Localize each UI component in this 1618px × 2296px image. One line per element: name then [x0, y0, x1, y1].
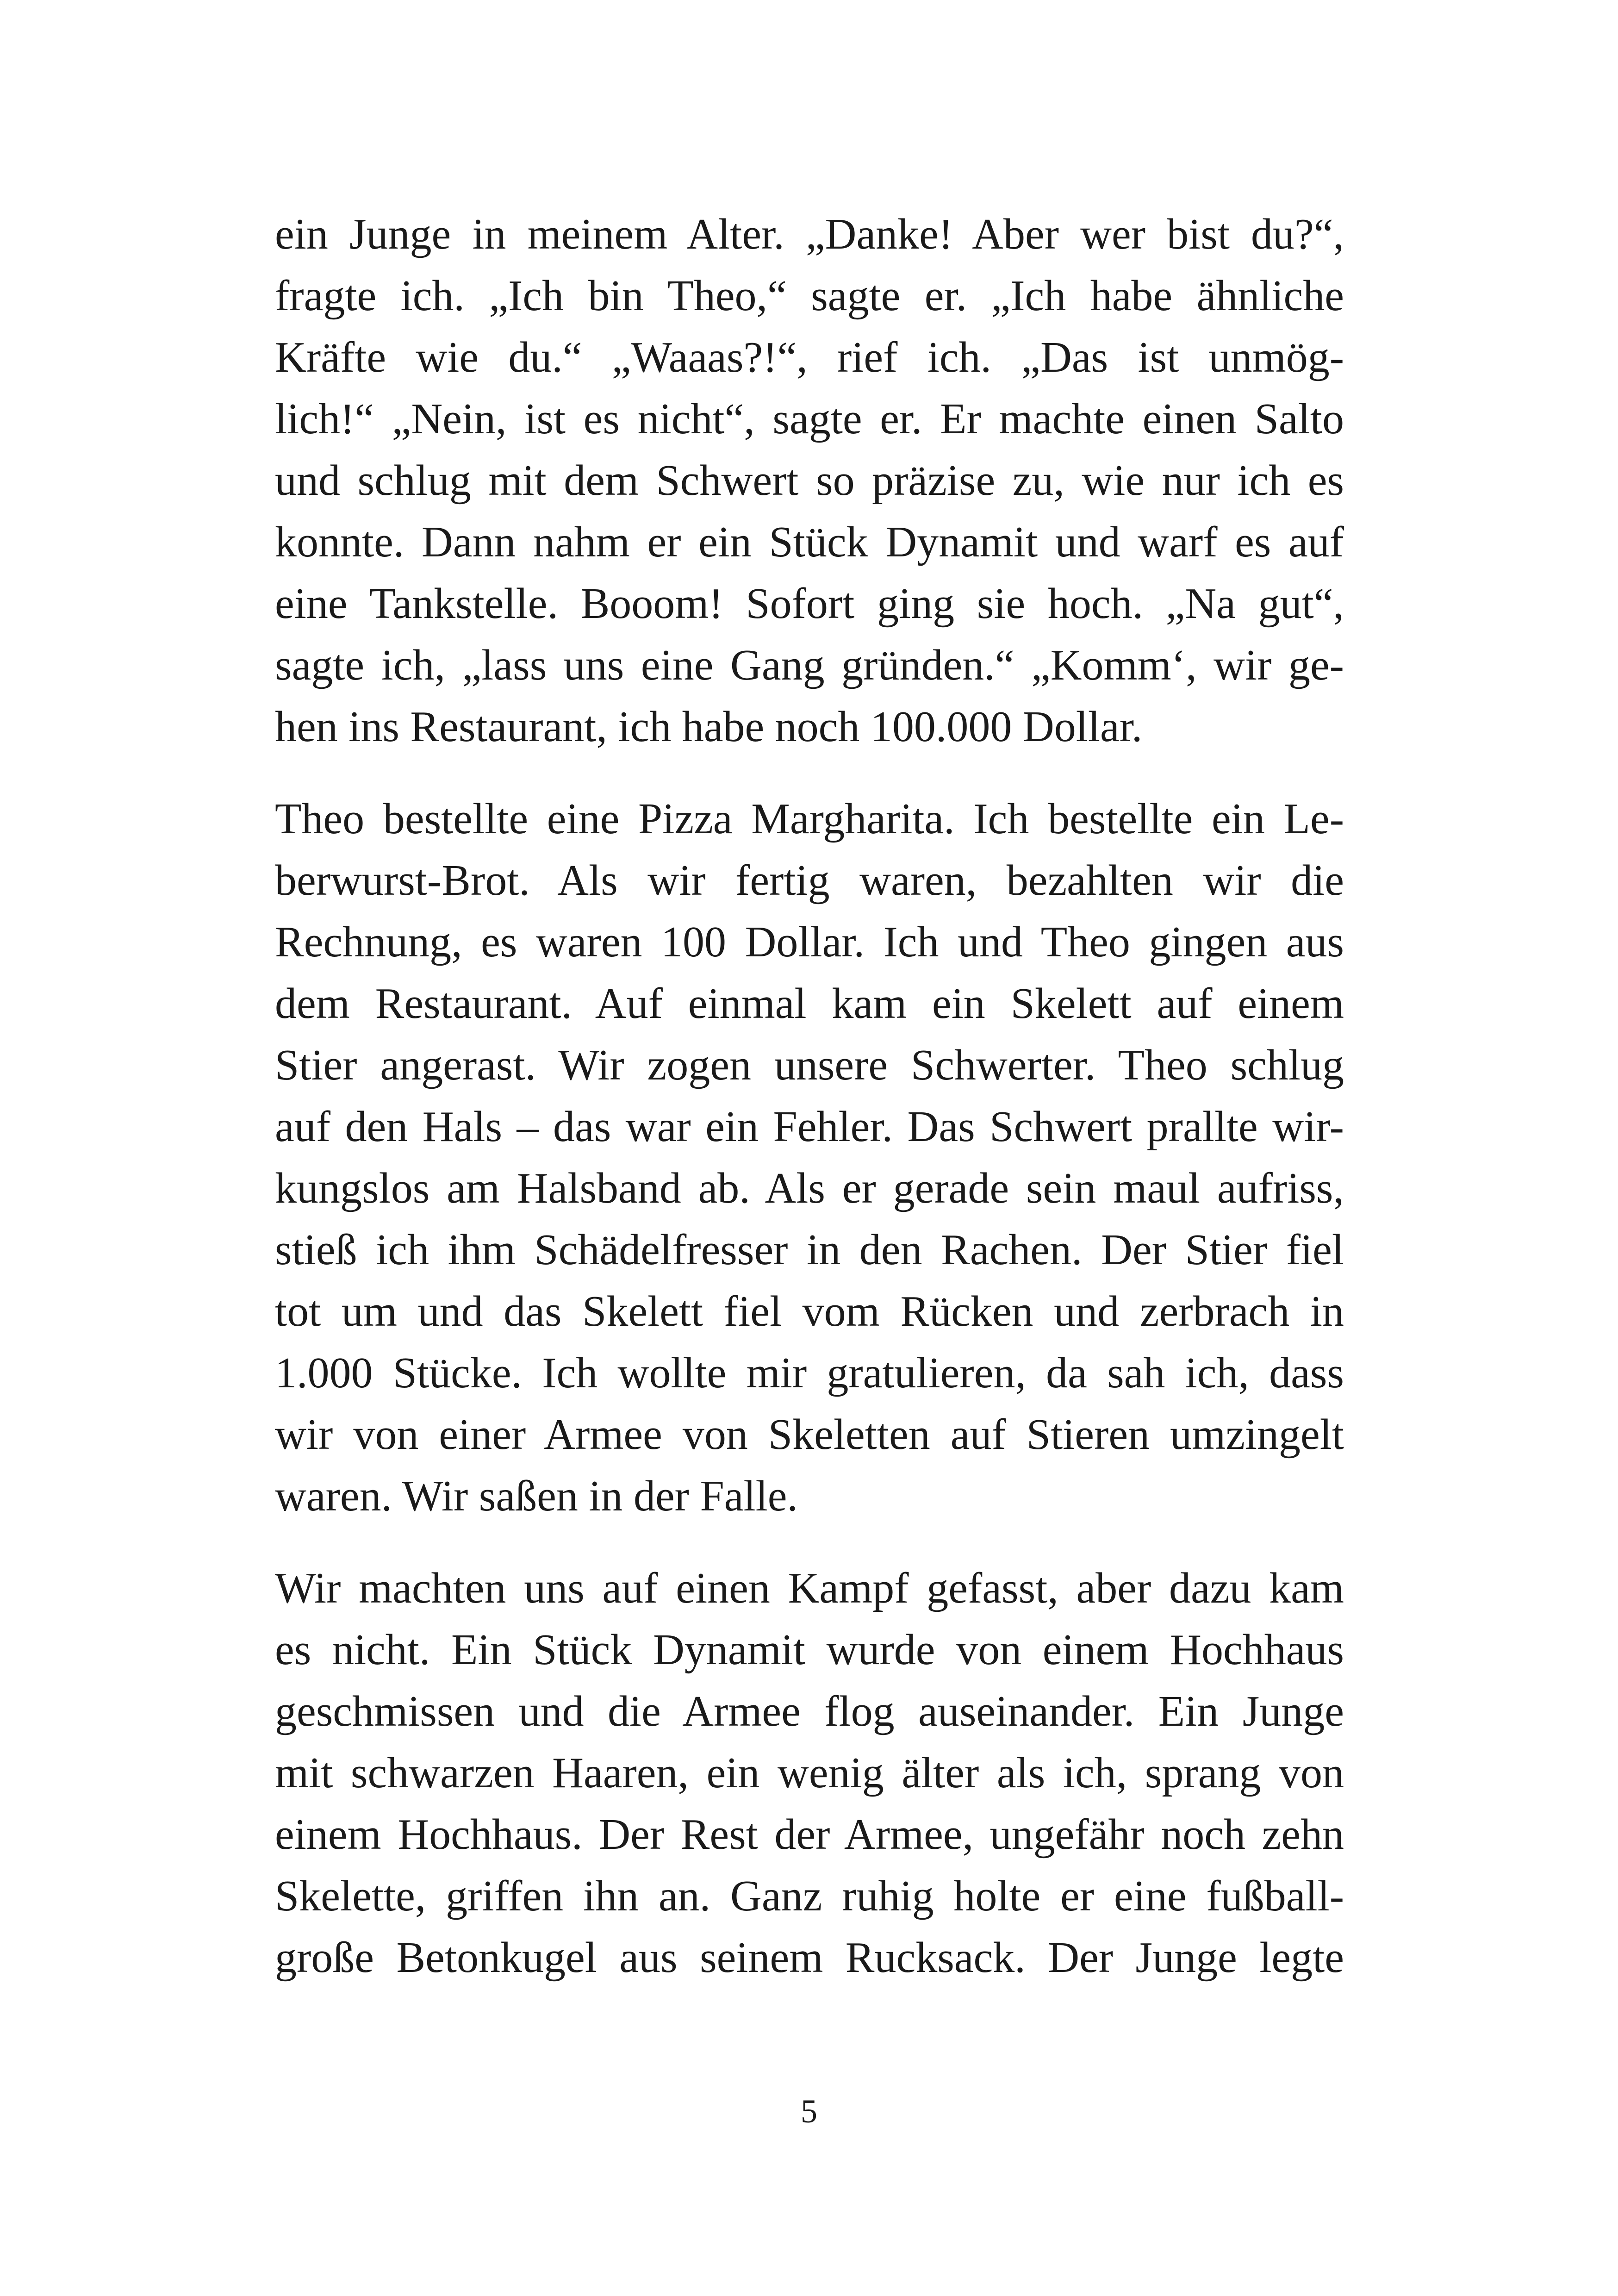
text-line: Kräfte wie du.“ „Waaas?!“, rief ich. „Das ist unmög- — [275, 333, 1344, 381]
text-line: Rechnung, es waren 100 Dollar. Ich und Theo gingen aus — [275, 918, 1344, 966]
text-line: einem Hochhaus. Der Rest der Armee, ungefähr noch zehn — [275, 1810, 1344, 1859]
paragraph-2 — [275, 788, 1344, 1527]
text-line: hen ins Restaurant, ich habe noch 100.000 Dollar. — [275, 703, 1143, 751]
text-line: mit schwarzen Haaren, ein wenig älter als ich, sprang von — [275, 1749, 1344, 1797]
body-text — [275, 204, 1344, 1989]
text-line: fragte ich. „Ich bin Theo,“ sagte er. „Ich habe ähnliche — [275, 272, 1344, 320]
text-line: wir von einer Armee von Skeletten auf Stieren umzingelt — [275, 1410, 1344, 1459]
text-line: lich!“ „Nein, ist es nicht“, sagte er. Er machte einen Salto — [275, 395, 1344, 443]
text-line: dem Restaurant. Auf einmal kam ein Skelett auf einem — [275, 980, 1344, 1028]
text-line: konnte. Dann nahm er ein Stück Dynamit und warf es auf — [275, 518, 1344, 566]
text-line: berwurst-Brot. Als wir fertig waren, bezahlten wir die — [275, 856, 1344, 905]
text-line: waren. Wir saßen in der Falle. — [275, 1472, 798, 1520]
text-line: und schlug mit dem Schwert so präzise zu, wie nur ich es — [275, 456, 1344, 505]
text-line: Stier angerast. Wir zogen unsere Schwerter. Theo schlug — [275, 1041, 1344, 1089]
paragraph-3 — [275, 1558, 1344, 1989]
text-line: geschmissen und die Armee flog auseinander. Ein Junge — [275, 1687, 1344, 1735]
page-number: 5 — [801, 2093, 817, 2130]
text-line: tot um und das Skelett fiel vom Rücken und zerbrach in — [275, 1287, 1344, 1335]
text-line: auf den Hals – das war ein Fehler. Das Schwert prallte wir- — [275, 1103, 1344, 1151]
text-line: sagte ich, „lass uns eine Gang gründen.“ „Komm‘, wir ge- — [275, 641, 1344, 689]
paragraph-1 — [275, 204, 1344, 758]
text-line: stieß ich ihm Schädelfresser in den Rachen. Der Stier fiel — [275, 1226, 1344, 1274]
text-line: Skelette, griffen ihn an. Ganz ruhig holte er eine fußball- — [275, 1872, 1344, 1920]
text-line: große Betonkugel aus seinem Rucksack. Der Junge legte — [275, 1934, 1344, 1982]
text-line: 1.000 Stücke. Ich wollte mir gratulieren, da sah ich, dass — [275, 1349, 1344, 1397]
text-line: eine Tankstelle. Booom! Sofort ging sie hoch. „Na gut“, — [275, 580, 1344, 628]
text-line: Wir machten uns auf einen Kampf gefasst, aber dazu kam — [275, 1564, 1344, 1612]
text-line: es nicht. Ein Stück Dynamit wurde von einem Hochhaus — [275, 1626, 1344, 1674]
text-line: kungslos am Halsband ab. Als er gerade sein maul aufriss, — [275, 1164, 1344, 1212]
text-line: ein Junge in meinem Alter. „Danke! Aber wer bist du?“, — [275, 210, 1344, 258]
text-line: Theo bestellte eine Pizza Margharita. Ich bestellte ein Le- — [275, 795, 1344, 843]
